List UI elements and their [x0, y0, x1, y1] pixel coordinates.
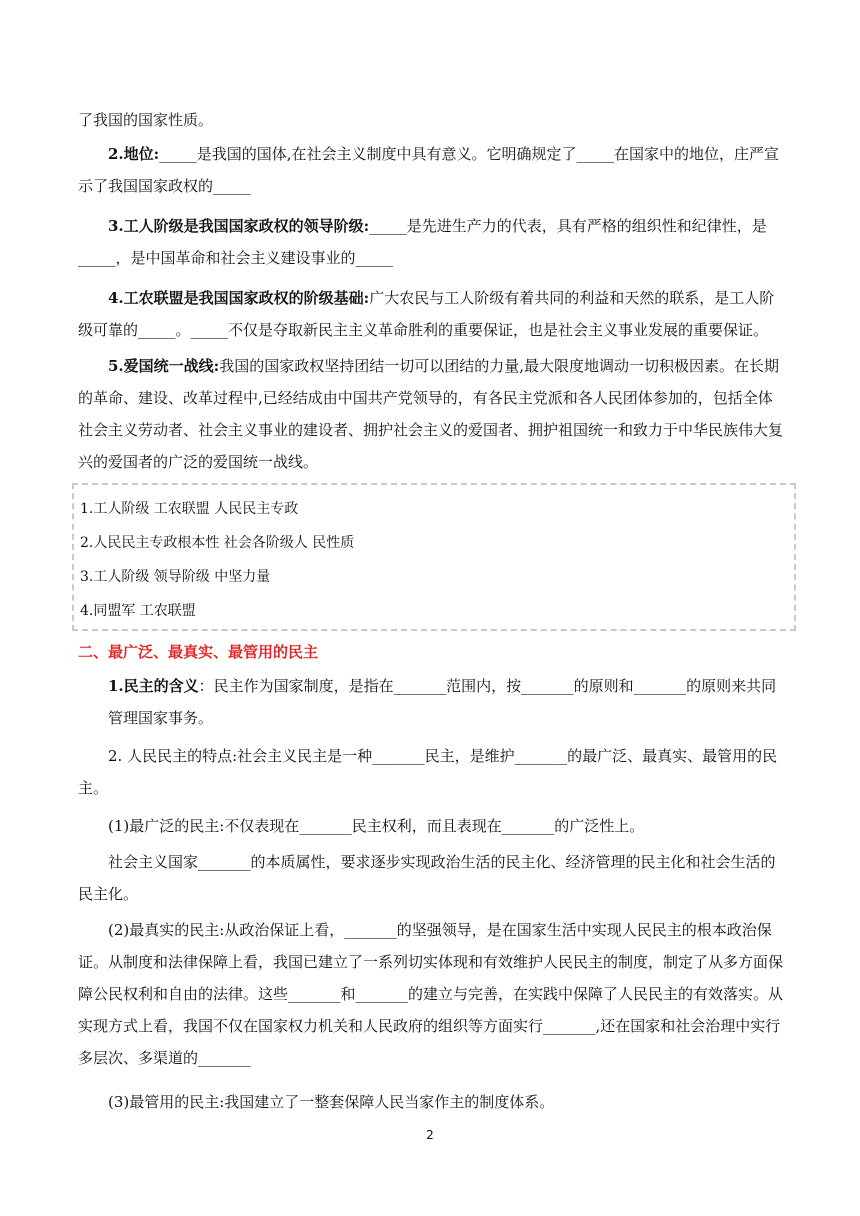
- paragraph-democracy-features: 2. 人民民主的特点:社会主义民主是一种_______民主，是维护_______的最广泛、最真实、最管用的民主。: [78, 747, 778, 797]
- paragraph-broadest: (1)最广泛的民主:不仅表现在_______民主权利，而且表现在_______的广泛性上。: [108, 817, 645, 835]
- paragraph-democracy-meaning: [108, 670, 784, 734]
- paragraph-status: [78, 138, 784, 202]
- section-heading: 二、最广泛、最真实、最管用的民主: [78, 643, 319, 661]
- paragraph-continuation: 了我国的国家性质。: [78, 111, 214, 129]
- answer-box: [72, 483, 796, 631]
- united-front-text: 我国的国家政权坚持团结一切可以团结的力量,最大限度地调动一切积极因素。在长期的革命、建设、改革过程中,已经结成由中国共产党领导的，有各民主党派和各人民团体参加的，包括全体社会主义劳动者、社会主义事业的建设者、拥护社会主义的爱国者、拥护祖国统一和致力于中华民族伟大复兴的爱国者的广泛的爱国统一战线。: [78, 357, 784, 471]
- united-front-label: 5.爱国统一战线:: [108, 357, 220, 375]
- working-class-text: _____是先进生产力的代表，具有严格的组织性和纪律性，是_____，是中国革命和社会主义建设事业的_____: [78, 217, 767, 267]
- status-label: 2.地位:: [108, 145, 160, 163]
- answer-line-1: 1.工人阶级 工农联盟 人民民主专政: [80, 501, 299, 517]
- answer-line-3: 3.工人阶级 领导阶级 中坚力量: [80, 569, 271, 585]
- democracy-meaning-text: ：民主作为国家制度，是指在_______范围内，按_______的原则和_______的原则来共同管理国家事务。: [108, 677, 777, 727]
- paragraph-united-front: [78, 350, 784, 478]
- page-number: 2: [426, 1128, 434, 1142]
- alliance-label: 4.工农联盟是我国国家政权的阶级基础:: [108, 289, 370, 307]
- democracy-meaning-label: 1.民主的含义: [108, 677, 199, 695]
- paragraph-most-real: (2)最真实的民主:从政治保证上看，_______的坚强领导，是在国家生活中实现人民民主的根本政治保证。从制度和法律保障上看，我国已建立了一系列切实体现和有效维护人民民主的制度，制定了从多方面保障公民权利和自由的法律。这些_______和_______的建立与完善，在实践中保障了人民民主的有效落实。从实现方式上看，我国不仅在国家权力机关和人民政府的组织等方面实行_______,还在国家和社会治理中实行多层次、多渠道的_______: [78, 921, 784, 1067]
- status-text: _____是我国的国体,在社会主义制度中具有意义。它明确规定了_____在国家中的地位，庄严宣示了我国国家政权的_____: [78, 145, 779, 195]
- answer-line-2: 2.人民民主专政根本性 社会各阶级人 民性质: [80, 535, 355, 551]
- alliance-text: 广大农民与工人阶级有着共同的利益和天然的联系，是工人阶级可靠的_____。_____不仅是夺取新民主主义革命胜利的重要保证，也是社会主义事业发展的重要保证。: [78, 289, 775, 339]
- answer-line-4: 4.同盟军 工农联盟: [80, 603, 196, 619]
- paragraph-alliance: [78, 282, 784, 346]
- working-class-label: 3.工人阶级是我国国家政权的领导阶级:: [108, 217, 370, 235]
- paragraph-most-useful: (3)最管用的民主:我国建立了一整套保障人民当家作主的制度体系。: [108, 1093, 555, 1111]
- paragraph-working-class: [78, 210, 784, 274]
- paragraph-socialist-nature: 社会主义国家_______的本质属性，要求逐步实现政治生活的民主化、经济管理的民主化和社会生活的民主化。: [78, 853, 776, 903]
